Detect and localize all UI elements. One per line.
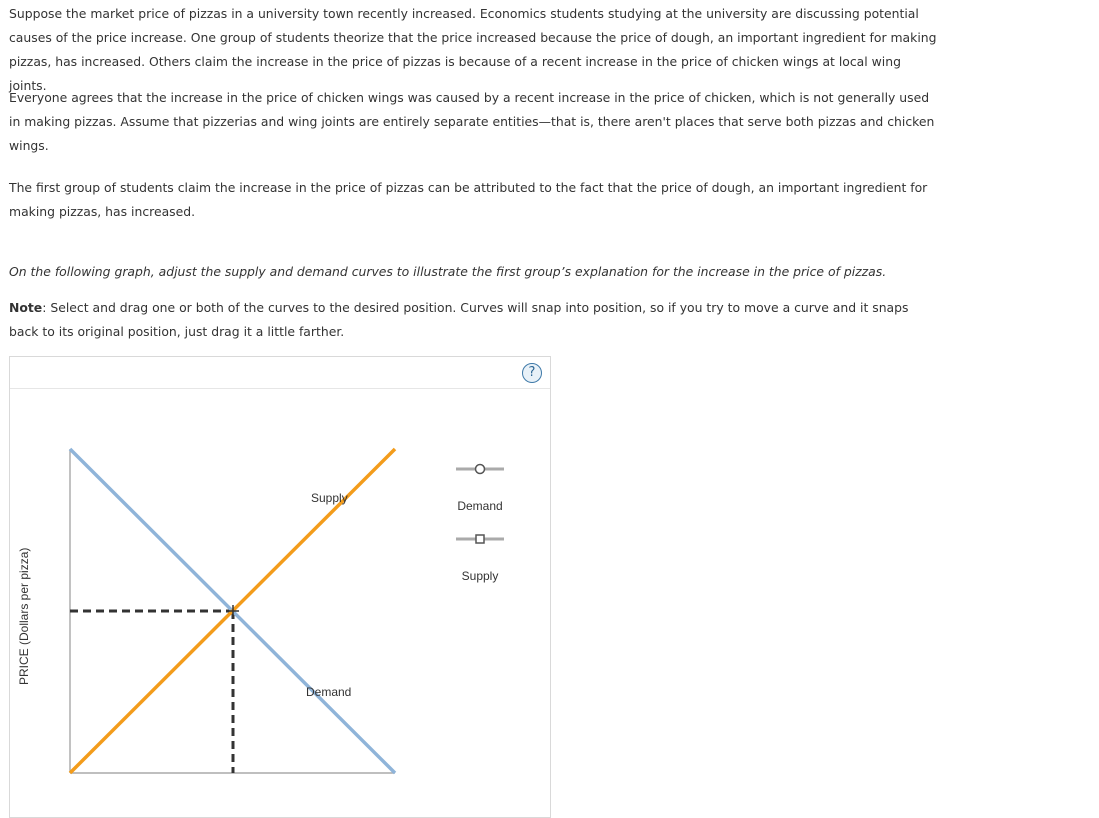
note-body: : Select and drag one or both of the curves to the desired position. Curves will snap into position, so if you try to move a curve and it snaps back to its original position, just drag it a little farther. [9,300,909,339]
question-paragraph-1: Suppose the market price of pizzas in a university town recently increased. Economics students studying at the university are discussing potential causes of the price increase. One group of students theorize that the price increased because the price of dough, an important ingredient for making pizzas, has increased. Others claim the increase in the price of pizzas is because of a recent increase in the price of chicken wings at local wing joints. [9,6,937,93]
question-paragraph-3: The first group of students claim the increase in the price of pizzas can be attributed to the fact that the price of dough, an important ingredient for making pizzas, has increased. [9,180,928,219]
supply-tool[interactable] [456,535,504,543]
note-text [9,296,939,344]
supply-demand-graph [10,357,550,817]
demand-tool[interactable] [456,465,504,474]
supply-tool-square-icon[interactable] [476,535,484,543]
demand-tool-circle-icon[interactable] [476,465,485,474]
help-icon[interactable]: ? [522,363,542,383]
supply-curve-label: Supply [311,491,348,505]
graph-panel [9,356,551,818]
demand-curve-label: Demand [306,685,352,699]
y-axis-label: PRICE (Dollars per pizza) [17,547,31,685]
demand-tool-label: Demand [457,499,503,513]
instruction-text: On the following graph, adjust the supply and demand curves to illustrate the first group’s explanation for the increase in the price of pizzas. [9,264,887,279]
question-paragraph-2: Everyone agrees that the increase in the price of chicken wings was caused by a recent increase in the price of chicken, which is not generally used in making pizzas. Assume that pizzerias and wing joints are entirely separate entities—that is, there aren't places that serve both pizzas and chicken wings. [9,90,935,153]
note-label: Note [9,300,43,315]
supply-tool-label: Supply [461,569,499,583]
